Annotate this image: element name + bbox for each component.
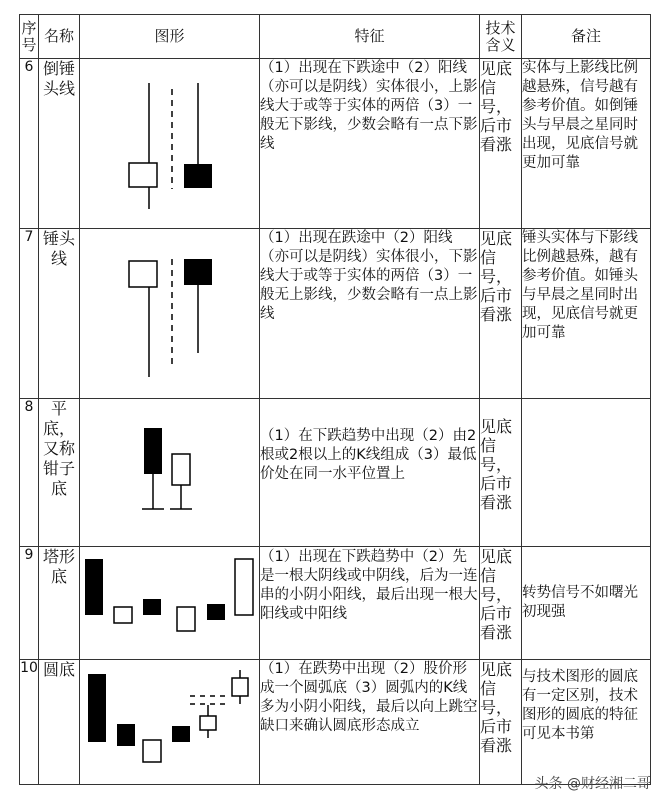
header-name: 名称: [39, 15, 80, 59]
row-note: 锤头实体与下影线比例越悬殊，越有参考价值。如锤头与早晨之星同时出现，见底信号就更加可靠: [522, 229, 651, 399]
row-meaning: 见底信号，后市看涨: [480, 399, 522, 547]
header-meaning: 技术含义: [480, 15, 522, 59]
header-figure: 图形: [80, 15, 260, 59]
hollow-candle: [177, 607, 195, 631]
table-row: [20, 399, 651, 547]
row-seq: 6: [20, 59, 39, 229]
row-meaning: 见底信号，后市看涨: [480, 547, 522, 660]
header-row: [20, 15, 651, 59]
row-feature: （1）出现在下跌途中（2）阳线（亦可以是阴线）实体很小，上影线大于或等于实体的两倍（3）一般无下影线，少数会略有一点下影线: [260, 59, 480, 229]
figure-tower-bottom: [80, 547, 260, 660]
hollow-candle: [235, 559, 253, 615]
solid-candle: [184, 259, 212, 285]
solid-candle: [85, 559, 103, 615]
hollow-candle: [172, 454, 190, 485]
hollow-candle: [114, 607, 132, 623]
header-seq: 序号: [20, 15, 39, 59]
table-row: [20, 660, 651, 785]
hollow-candle: [232, 678, 248, 696]
solid-candle: [88, 674, 106, 742]
hollow-candle: [200, 716, 216, 730]
solid-candle: [184, 164, 212, 188]
figure-hammer: [80, 229, 260, 399]
figure-inverted-hammer: [80, 59, 260, 229]
row-note: 实体与上影线比例越悬殊，信号越有参考价值。如倒锤头与早晨之星同时出现，见底信号就更加可靠: [522, 59, 651, 229]
header-note: 备注: [522, 15, 651, 59]
table-row: [20, 229, 651, 399]
row-meaning: 见底信号，后市看涨: [480, 59, 522, 229]
row-name: 平底，又称钳子底: [39, 399, 80, 547]
row-seq: 8: [20, 399, 39, 547]
hollow-candle: [129, 163, 157, 187]
row-seq: 7: [20, 229, 39, 399]
watermark: 头条 @财经湘二哥: [534, 776, 651, 792]
header-feature: 特征: [260, 15, 480, 59]
row-note: [522, 399, 651, 547]
row-feature: （1）出现在跌途中（2）阳线（亦可以是阴线）实体很小，下影线大于或等于实体的两倍（3）一般无上影线，少数会略有一点上影线: [260, 229, 480, 399]
solid-candle: [172, 726, 190, 742]
row-seq: 9: [20, 547, 39, 660]
solid-candle: [117, 724, 135, 746]
candlestick-pattern-table: [19, 14, 651, 785]
row-meaning: 见底信号，后市看涨: [480, 229, 522, 399]
figure-round-bottom: [80, 660, 260, 785]
row-meaning: 见底信号，后市看涨: [480, 660, 522, 785]
row-name: 锤头线: [39, 229, 80, 399]
row-feature: （1）出现在下跌趋势中（2）先是一根大阴线或中阴线，后为一连串的小阴小阳线，最后出现一根大阳线或中阳线: [260, 547, 480, 660]
table-row: [20, 59, 651, 229]
row-note: 与技术图形的圆底有一定区别，技术图形的圆底的特征可见本书第: [522, 660, 651, 785]
solid-candle: [207, 604, 225, 620]
row-feature: （1）在下跌趋势中出现（2）由2根或2根以上的K线组成（3）最低价处在同一水平位置上: [260, 399, 480, 547]
row-name: 圆底: [39, 660, 80, 785]
solid-candle: [143, 599, 161, 615]
hollow-candle: [129, 261, 157, 287]
row-seq: 10: [20, 660, 39, 785]
hollow-candle: [143, 740, 161, 762]
table-row: [20, 547, 651, 660]
row-feature: （1）在跌势中出现（2）股价形成一个圆弧底（3）圆弧内的K线多为小阴小阳线，最后以向上跳空缺口来确认圆底形态成立: [260, 660, 480, 785]
row-name: 塔形底: [39, 547, 80, 660]
figure-flat-bottom: [80, 399, 260, 547]
row-note: 转势信号不如曙光初现强: [522, 547, 651, 660]
solid-candle: [144, 428, 162, 474]
row-name: 倒锤头线: [39, 59, 80, 229]
